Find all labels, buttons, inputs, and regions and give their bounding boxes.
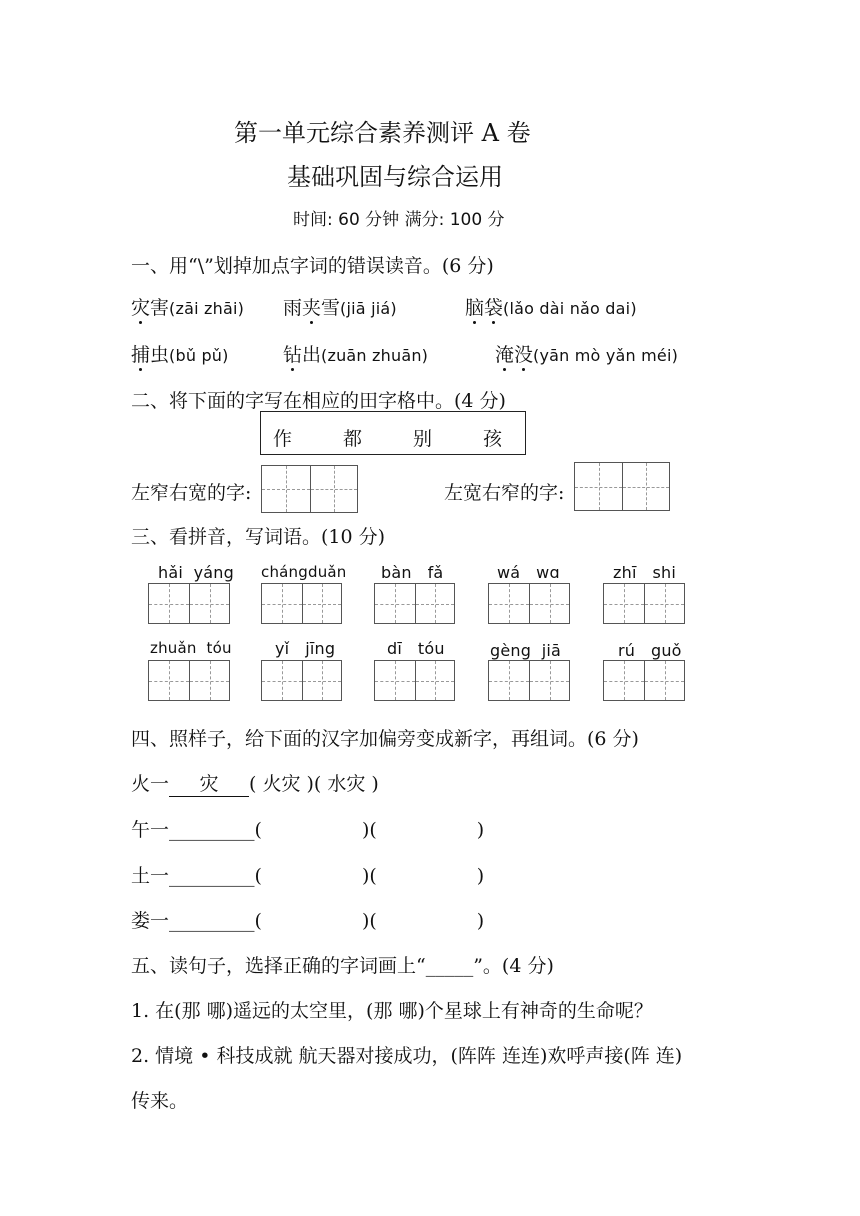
base-char: 火一	[131, 773, 170, 795]
pinyin-options: (bǔ pǔ)	[169, 346, 229, 365]
left-narrow-label: 左窄右宽的字:	[131, 482, 252, 504]
question-5-heading: 五、读句子，选择正确的字词画上“_____”。(4 分)	[131, 955, 554, 977]
answer-blank[interactable]: _________	[169, 865, 255, 887]
tianzige-word[interactable]	[148, 660, 230, 701]
char-hai: 孩	[483, 428, 503, 450]
dotted-char: 捕	[131, 340, 150, 367]
pinyin-options: (lǎo dài nǎo dai)	[503, 299, 637, 318]
question-3-heading: 三、看拼音，写词语。(10 分)	[131, 526, 386, 548]
dotted-char: 钻	[283, 340, 302, 367]
pinyin-options: (zuān zhuān)	[321, 346, 429, 365]
character-box	[260, 411, 526, 455]
plain-char: 害	[150, 297, 170, 319]
char-dou: 都	[343, 428, 363, 450]
time-info: 时间: 60 分钟 满分: 100 分	[293, 210, 505, 230]
dotted-char: 淹	[495, 340, 514, 367]
page-subtitle: 基础巩固与综合运用	[287, 163, 503, 191]
pinyin-word: zhuǎn tóu	[150, 639, 232, 657]
left-wide-label: 左宽右窄的字:	[444, 482, 565, 504]
pinyin-word: yǐ jīng	[275, 639, 336, 658]
q1-item-buchong	[131, 340, 229, 367]
tianzige-word[interactable]	[261, 660, 342, 701]
grid-cell[interactable]	[575, 463, 622, 510]
tianzige-word[interactable]	[374, 583, 455, 624]
plain-char: 虫	[150, 344, 170, 366]
pinyin-word: chángduǎn	[261, 563, 347, 581]
char-zuo: 作	[273, 428, 293, 450]
char-bie: 别	[413, 428, 433, 450]
q1-item-zaihai	[131, 293, 244, 320]
q5-sentence-1: 1. 在(那 哪)遥远的太空里，(那 哪)个星球上有神奇的生命呢？	[131, 1000, 653, 1022]
q4-example-row	[131, 769, 379, 797]
dotted-char: 袋	[484, 293, 503, 320]
question-4-heading: 四、照样子，给下面的汉字加偏旁变成新字，再组词。(6 分)	[131, 728, 639, 750]
plain-char: 出	[302, 344, 322, 366]
page-title: 第一单元综合素养测评 A 卷	[234, 119, 531, 147]
q1-item-yujiaxue	[283, 293, 397, 320]
answer-blank[interactable]: _________	[169, 819, 255, 841]
tianzige-word[interactable]	[603, 660, 685, 701]
dotted-char: 夹	[302, 293, 321, 320]
dotted-char: 灾	[131, 293, 150, 320]
tianzige-left-wide[interactable]	[574, 462, 670, 511]
q5-sentence-2-continued: 传来。	[131, 1090, 189, 1112]
tianzige-word[interactable]	[148, 583, 230, 624]
grid-cell[interactable]	[622, 463, 669, 510]
tianzige-word[interactable]	[374, 660, 455, 701]
dotted-char: 没	[514, 340, 533, 367]
plain-char: 雨	[283, 297, 303, 319]
grid-cell[interactable]	[262, 466, 310, 512]
pinyin-word: bàn fǎ	[381, 563, 444, 582]
dotted-char: 脑	[465, 293, 484, 320]
base-char: 土一	[131, 865, 170, 887]
example-answer: 灾	[169, 769, 249, 797]
pinyin-word: zhī shi	[613, 563, 676, 582]
pinyin-options: (zāi zhāi)	[169, 299, 245, 318]
q1-item-naodai	[465, 293, 637, 320]
pinyin-word: dī tóu	[387, 639, 445, 658]
q4-row-lou: 娄一_________( )( )	[131, 910, 485, 932]
pinyin-options: (jiā jiá)	[340, 299, 397, 318]
pinyin-word: hǎi yáng	[158, 563, 234, 582]
pinyin-options: (yān mò yǎn méi)	[533, 346, 679, 365]
pinyin-word: wá wɑ	[497, 563, 560, 582]
tianzige-left-narrow[interactable]	[261, 465, 358, 513]
pinyin-word: gèng jiā	[490, 641, 561, 660]
q4-row-tu: 土一_________( )( )	[131, 865, 485, 887]
tianzige-word[interactable]	[603, 583, 685, 624]
answer-blank[interactable]: _________	[169, 910, 255, 932]
q1-item-yanmo	[495, 340, 678, 367]
q5-sentence-2: 2. 情境 • 科技成就 航天器对接成功，(阵阵 连连)欢呼声接(阵 连)	[131, 1045, 683, 1067]
grid-cell[interactable]	[310, 466, 358, 512]
plain-char: 雪	[321, 297, 341, 319]
q4-row-wu: 午一_________( )( )	[131, 819, 485, 841]
tianzige-word[interactable]	[488, 660, 570, 701]
tianzige-word[interactable]	[488, 583, 570, 624]
tianzige-word[interactable]	[261, 583, 342, 624]
example-word-1: ( 火灾 )	[249, 773, 314, 795]
base-char: 午一	[131, 819, 170, 841]
q1-item-zuanchu	[283, 340, 428, 367]
pinyin-word: rú guǒ	[618, 641, 682, 660]
example-word-2: ( 水灾 )	[313, 773, 379, 795]
question-1-heading: 一、用“\”划掉加点字词的错误读音。(6 分)	[131, 255, 494, 277]
base-char: 娄一	[131, 910, 170, 932]
question-2-heading: 二、将下面的字写在相应的田字格中。(4 分)	[131, 390, 506, 412]
